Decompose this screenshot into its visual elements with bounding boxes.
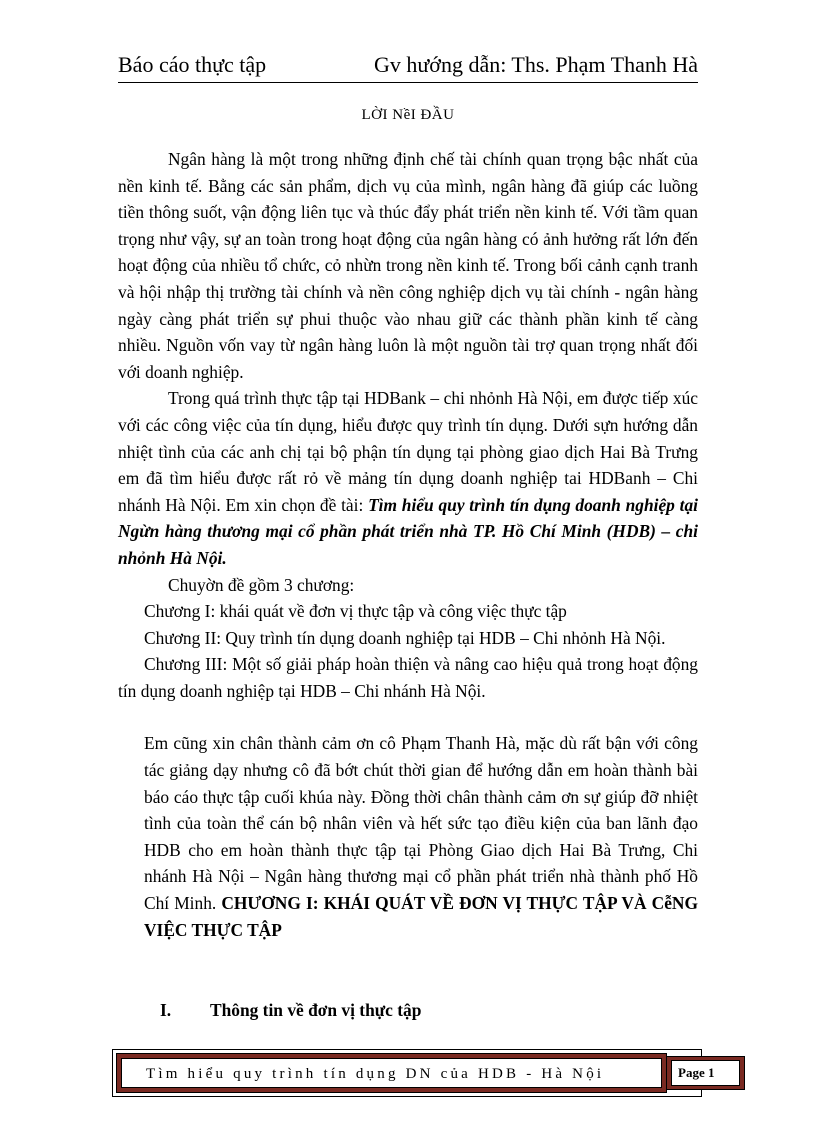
header-report-label: Báo cáo thực tập	[118, 52, 267, 77]
chapter-2-item: Chương II: Quy trình tín dụng doanh nghiệp tại HDB – Chi nhỏnh Hà Nội.	[144, 627, 666, 648]
header-advisor-label: Gv hướng dẫn: Ths. Phạm Thanh Hà	[374, 52, 698, 77]
document-title: LỜI NềI ĐẦU	[361, 107, 455, 123]
topic-title: Tìm hiểu quy trình tín dụng doanh nghiệp tại Ngừn hàng thương mại cổ phần phát triển nhà TP. Hồ Chí Minh (HDB) – chi nhỏnh Hà Nội.	[118, 494, 698, 568]
footer-topic-text: Tìm hiểu quy trình tín dụng DN của HDB - Hà Nội	[121, 1058, 662, 1088]
paragraph-intro: Ngân hàng là một trong những định chế tài chính quan trọng bậc nhất của nền kinh tế. Bằng các sản phẩm, dịch vụ của mình, ngân hàng đã giúp các luồng tiền thông suốt, vận động liên tục và thúc đẩy phát triển nền kinh tế. Với tầm quan trọng như vậy, sự an toàn trong hoạt động của ngân hàng có ảnh hưởng rất lớn đến hoạt động của nhiều tổ chức, cỏ nhừn trong nền kinh tế. Trong bối cảnh cạnh tranh và hội nhập thị trường tài chính và nền công nghiệp dịch vụ tài chính - ngân hàng ngày càng phát triển sự phui thuộc vào nhau giữ các thành phần kinh tế càng nhiều. Nguồn vốn vay từ ngân hàng luôn là một nguồn tài trợ quan trọng nhất đối với doanh nghiệp.	[118, 149, 698, 382]
chapter-1-item: Chương I: khái quát về đơn vị thực tập và công việc thực tập	[144, 601, 567, 622]
page-number: Page 1	[671, 1060, 740, 1086]
paragraph-chapters-intro: Chuyờn đề gồm 3 chương:	[168, 574, 355, 595]
page-number-box	[666, 1056, 745, 1090]
section-number: I.	[160, 1000, 172, 1020]
document-body	[118, 146, 698, 943]
paragraph-thanks-text: Em cũng xin chân thành cảm ơn cô Phạm Thanh Hà, mặc dù rất bận với công tác giảng dạy nhưng cô đã bớt chút thời gian để hướng dẫn em hoàn thành bài báo cáo thực tập cuối khúa này. Đồng thời chân thành cảm ơn sự giúp đỡ nhiệt tình của toàn thể cán bộ nhân viên và hết sức tạo điều kiện của ban lãnh đạo HDB cho em hoàn thành thực tập tại Phòng Giao dịch Hai Bà Trưng, Chi nhánh Hà Nội – Ngân hàng thương mại cổ phần phát triển nhà thành phố Hồ Chí Minh.	[144, 733, 698, 914]
chapter-1-heading: CHƯƠNG I: KHÁI QUÁT VỀ ĐƠN VỊ THỰC TẬP VÀ CễNG VIỆC THỰC TẬP	[144, 893, 699, 940]
paragraph-internship-text: Trong quá trình thực tập tại HDBank – chi nhỏnh Hà Nội, em được tiếp xúc với các công việc của tín dụng, hiểu được quy trình tín dụng. Dưới sựn hướng dẫn nhiệt tình của các anh chị tại bộ phận tín dụng tại phòng giao dịch Hai Bà Trưng em đã tìm hiểu được rất rỏ về mảng tín dụng doanh nghiệp tai HDBanh – Chi nhánh Hà Nội. Em xin chọn đề tài:	[118, 388, 698, 515]
paragraph-internship	[118, 385, 698, 571]
page-header	[118, 50, 698, 83]
chapter-3-item: Chương III: Một số giải pháp hoàn thiện và nâng cao hiệu quả trong hoạt động tín dụng doanh nghiệp tại HDB – Chi nhánh Hà Nội.	[118, 654, 698, 701]
footer-banner	[116, 1053, 667, 1093]
section-title: Thông tin về đơn vị thực tập	[210, 1000, 422, 1020]
section-heading	[160, 1000, 421, 1021]
page-footer	[112, 1049, 702, 1097]
paragraph-thanks	[118, 730, 698, 943]
